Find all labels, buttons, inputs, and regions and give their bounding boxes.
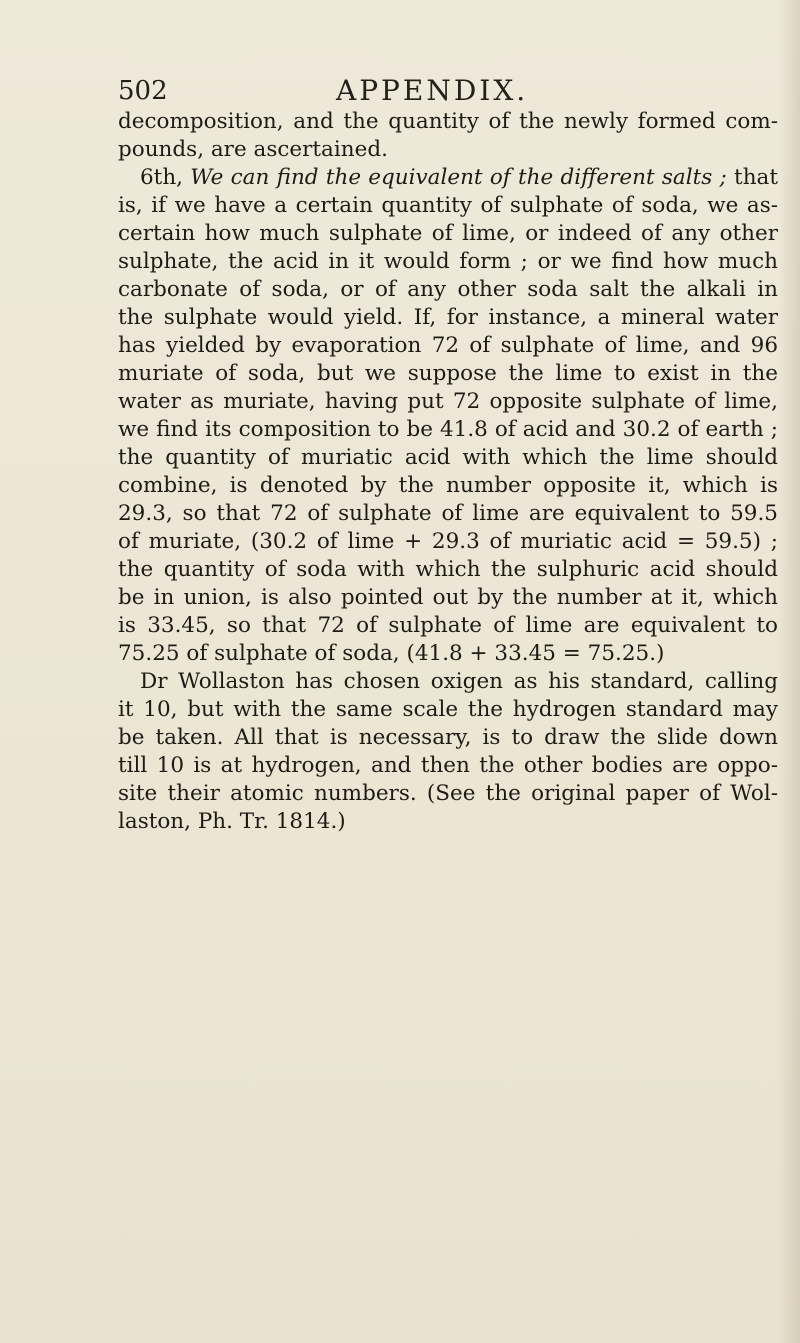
page-edge-shadow <box>778 0 800 1343</box>
text-run: 6th, <box>140 165 191 190</box>
page-number: 502 <box>118 76 168 106</box>
text-line: water as muriate, having put 72 opposite sulphate of lime, <box>118 389 778 414</box>
italic-run: We can find the equivalent of the different salts ; <box>190 165 727 190</box>
text-line: we find its composition to be 41.8 of acid and 30.2 of earth ; <box>118 417 778 442</box>
text-line: the quantity of soda with which the sulphuric acid should <box>118 557 778 582</box>
text-line: be taken. All that is necessary, is to draw the slide down <box>118 725 778 750</box>
text-run: that <box>726 165 778 190</box>
text-line: it 10, but with the same scale the hydrogen standard may <box>118 697 778 722</box>
text-line: be in union, is also pointed out by the number at it, which <box>118 585 778 610</box>
text-line: the quantity of muriatic acid with which the lime should <box>118 445 778 470</box>
text-line: muriate of soda, but we suppose the lime to exist in the <box>118 361 778 386</box>
text-line: till 10 is at hydrogen, and then the other bodies are oppo- <box>118 753 778 778</box>
page-header <box>0 62 800 107</box>
text-line: 75.25 of sulphate of soda, (41.8 + 33.45 = 75.25.) <box>118 641 665 666</box>
text-line: site their atomic numbers. (See the original paper of Wol- <box>118 781 778 806</box>
text-line: decomposition, and the quantity of the newly formed com- <box>118 109 778 134</box>
text-line: certain how much sulphate of lime, or indeed of any other <box>118 221 778 246</box>
text-line: is, if we have a certain quantity of sulphate of soda, we as- <box>118 193 778 218</box>
text-line: Dr Wollaston has chosen oxigen as his standard, calling <box>140 669 778 694</box>
running-head: APPENDIX. <box>336 74 529 107</box>
text-line: sulphate, the acid in it would form ; or we find how much <box>118 249 778 274</box>
text-line: carbonate of soda, or of any other soda salt the alkali in <box>118 277 778 302</box>
text-line: pounds, are ascertained. <box>118 137 388 162</box>
text-line: of muriate, (30.2 of lime + 29.3 of muriatic acid = 59.5) ; <box>118 529 778 554</box>
text-line: is 33.45, so that 72 of sulphate of lime are equivalent to <box>118 613 778 638</box>
text-line: combine, is denoted by the number opposite it, which is <box>118 473 778 498</box>
body-text <box>118 108 778 836</box>
text-line <box>118 164 778 192</box>
text-line: laston, Ph. Tr. 1814.) <box>118 809 346 834</box>
text-line: has yielded by evaporation 72 of sulphate of lime, and 96 <box>118 333 778 358</box>
text-line: 29.3, so that 72 of sulphate of lime are equivalent to 59.5 <box>118 501 778 526</box>
text-line: the sulphate would yield. If, for instance, a mineral water <box>118 305 778 330</box>
